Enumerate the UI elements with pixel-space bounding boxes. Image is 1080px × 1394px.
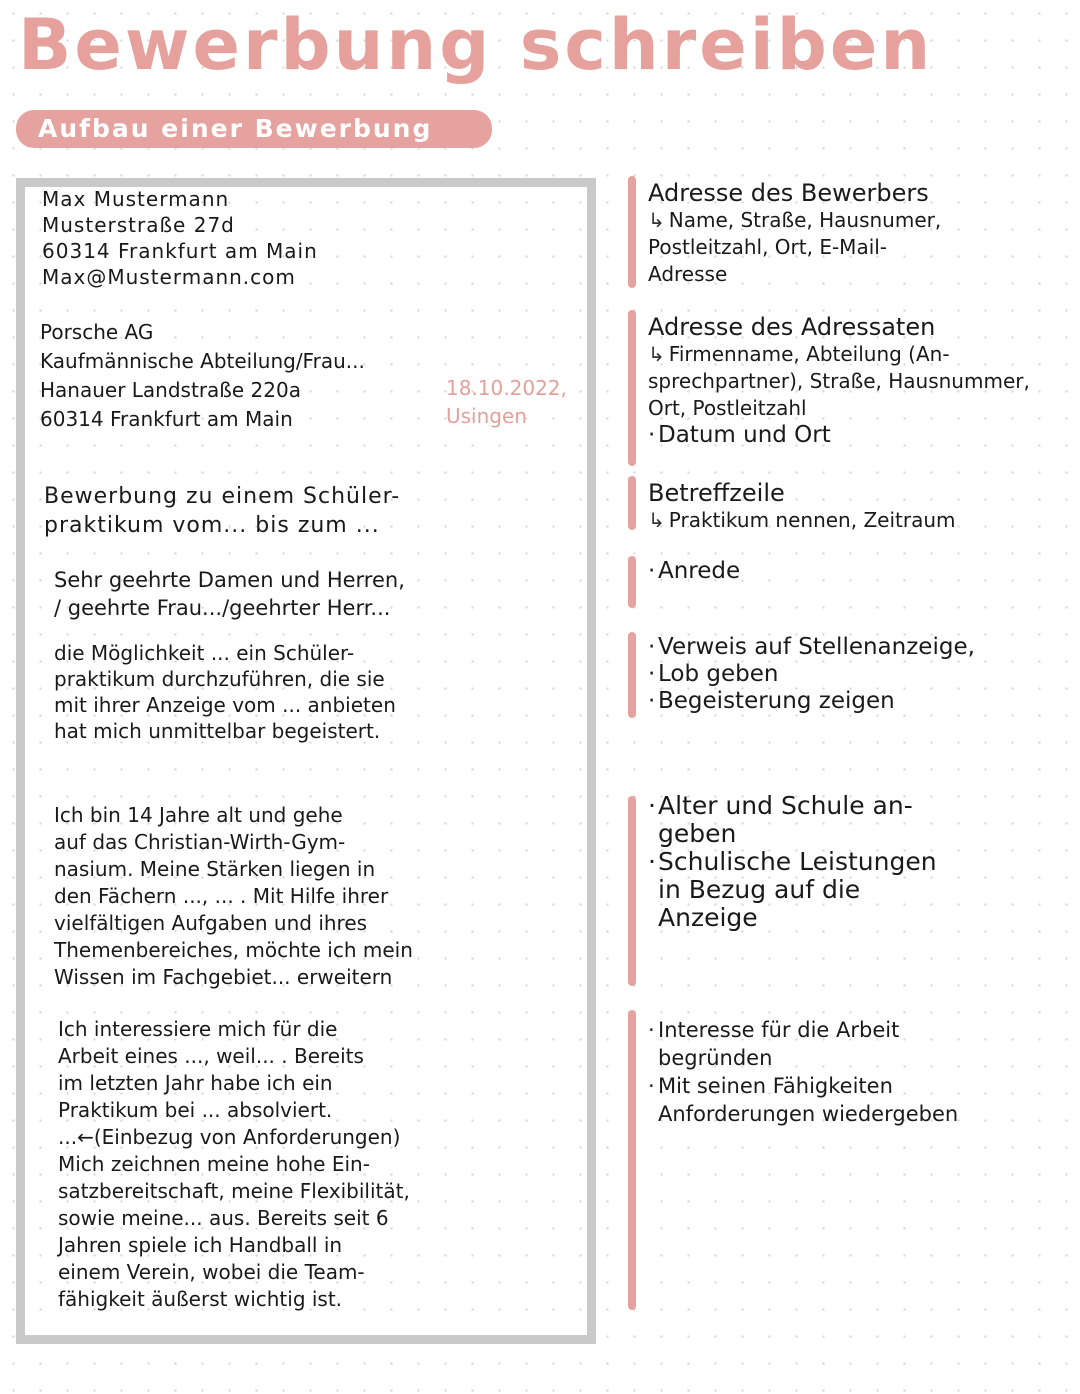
arrow-icon: ↳ [648,508,665,532]
note-item: · Anrede [648,558,1068,585]
date-place: 18.10.2022, Usingen [446,376,567,428]
interest-paragraph: Ich interessiere mich für die Arbeit eines ..., weil... . Bereits im letzten Jahr habe ich ein Praktikum bei ... absolviert. ...←(Einbezug von Anforderungen) Mich zeichnen meine hohe Ein- satzbereitschaft, meine Flexibilität, sowie meine... aus. Bereits seit 6 Jahren spiele ich Handball in einem Verein, wobei die Team- fähigkeit äußerst wichtig ist. [58,1017,410,1311]
sender-address: Max Mustermann Musterstraße 27d 60314 Frankfurt am Main Max@Mustermann.com [42,187,318,289]
annotation-bar [628,476,636,530]
annotation-bar [628,176,636,288]
salutation: Sehr geehrte Damen und Herren, / geehrte Frau.../geehrter Herr... [54,568,405,620]
note-heading: Betreffzeile [648,479,785,507]
annotation-bar [628,796,636,986]
note-item: · Schulische Leistungen in Bezug auf die Anzeige [648,848,1068,932]
note-heading: Adresse des Adressaten [648,313,936,341]
arrow-icon: ↳ [648,342,665,366]
note-salutation [648,558,1068,585]
annotation-bar [628,310,636,466]
note-item: · Interesse für die Arbeit begründen [648,1016,1068,1072]
annotation-bar [628,1010,636,1310]
note-detail: Firmenname, Abteilung (An- sprechpartner), Straße, Hausnummer, Ort, Postleitzahl [648,342,1030,420]
recipient-address: Porsche AG Kaufmännische Abteilung/Frau... Hanauer Landstraße 220a 60314 Frankfurt am Main [40,320,365,431]
arrow-icon: ↳ [648,208,665,232]
note-item: · Verweis auf Stellenanzeige, [648,634,1068,661]
intro-paragraph: die Möglichkeit ... ein Schüler- praktikum durchzuführen, die sie mit ihrer Anzeige vom ... anbieten hat mich unmittelbar begeistert. [54,641,396,743]
note-subject [648,480,1068,534]
note-detail: Praktikum nennen, Zeitraum [668,508,956,532]
note-item: · Begeisterung zeigen [648,688,1068,715]
school-paragraph: Ich bin 14 Jahre alt und gehe auf das Christian-Wirth-Gym- nasium. Meine Stärken liegen in den Fächern ..., ... . Mit Hilfe ihrer vielfältigen Aufgaben und ihres Themenbereiches, möchte ich mein Wissen im Fachgebiet... erweitern [54,803,413,989]
page-title: Bewerbung schreiben [18,4,934,86]
subtitle-banner: Aufbau einer Bewerbung [16,110,492,148]
note-recipient-address [648,314,1068,449]
annotation-bar [628,632,636,718]
note-intro [648,634,1068,715]
subject-line: Bewerbung zu einem Schüler- praktikum vom... bis zum ... [44,484,401,538]
note-heading: Adresse des Bewerbers [648,179,929,207]
note-item: · Alter und Schule an- geben [648,792,1068,848]
note-item: · Mit seinen Fähigkeiten Anforderungen wiedergeben [648,1072,1068,1128]
note-item: · Lob geben [648,661,1068,688]
note-school [648,792,1068,932]
note-sender-address [648,180,1068,288]
note-item: · Datum und Ort [648,422,1068,449]
annotation-bar [628,556,636,608]
note-interest [648,1016,1068,1128]
note-detail: Name, Straße, Hausnumer, Postleitzahl, Ort, E-Mail- Adresse [648,208,942,286]
